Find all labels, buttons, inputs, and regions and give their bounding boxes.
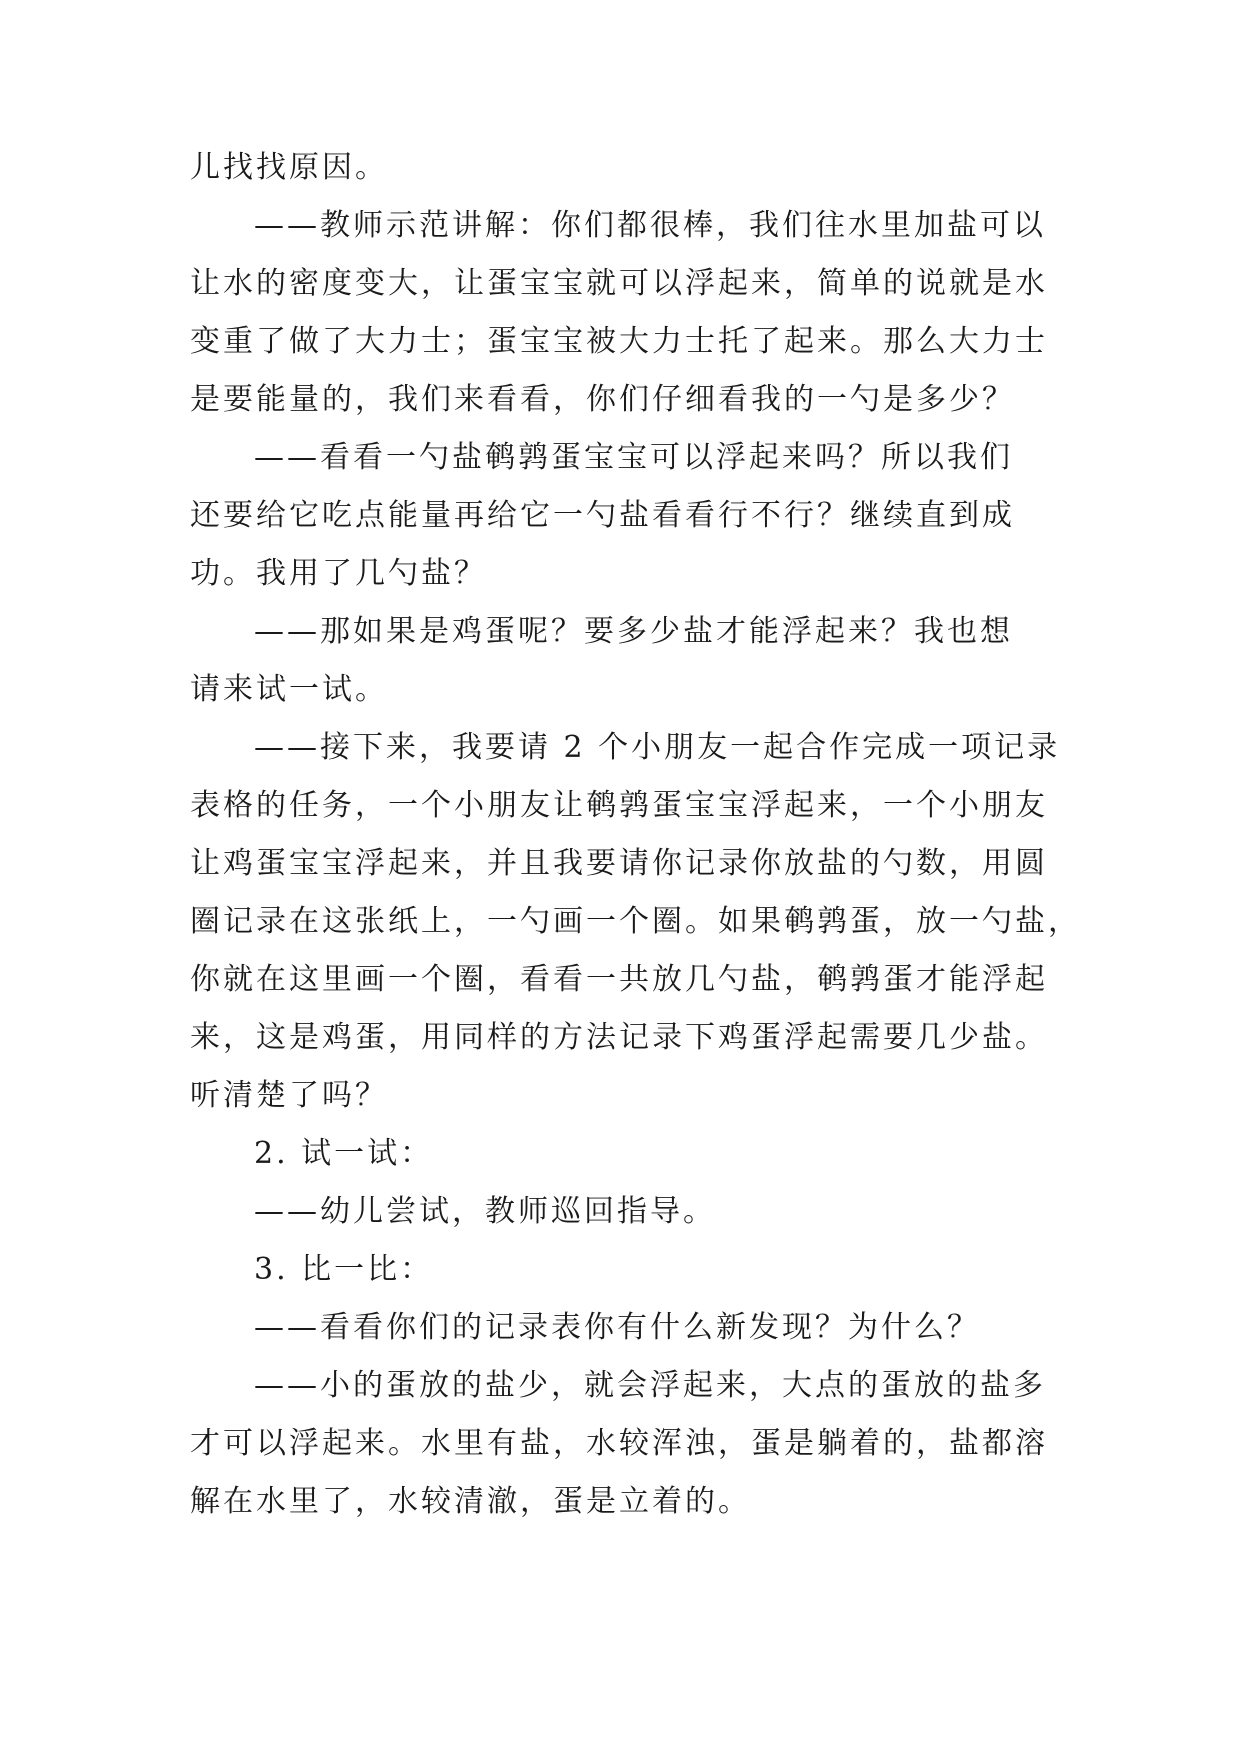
text-line: 是要能量的，我们来看看，你们仔细看我的一勺是多少？ — [190, 382, 1015, 417]
text-line: ——接下来，我要请 2 个小朋友一起合作完成一项记录 — [254, 730, 1061, 765]
text-line: 让水的密度变大，让蛋宝宝就可以浮起来，简单的说就是水 — [190, 266, 1048, 301]
text-line: 才可以浮起来。水里有盐，水较浑浊，蛋是躺着的，盐都溶 — [190, 1426, 1048, 1461]
list-heading: 2. 试一试： — [254, 1136, 434, 1171]
list-heading: 3. 比一比： — [254, 1252, 434, 1287]
text-line: 让鸡蛋宝宝浮起来，并且我要请你记录你放盐的勺数，用圆 — [190, 846, 1048, 881]
text-line: 变重了做了大力士；蛋宝宝被大力士托了起来。那么大力士 — [190, 324, 1048, 359]
text-line: 圈记录在这张纸上，一勺画一个圈。如果鹌鹑蛋，放一勺盐， — [190, 904, 1081, 939]
text-line: ——那如果是鸡蛋呢？要多少盐才能浮起来？我也想 — [254, 614, 1013, 649]
text-line: 功。我用了几勺盐？ — [190, 556, 487, 591]
text-line: ——看看你们的记录表你有什么新发现？为什么？ — [254, 1310, 980, 1345]
text-line: 儿找找原因。 — [190, 150, 388, 185]
text-line: 表格的任务，一个小朋友让鹌鹑蛋宝宝浮起来，一个小朋友 — [190, 788, 1048, 823]
text-line: 还要给它吃点能量再给它一勺盐看看行不行？继续直到成 — [190, 498, 1015, 533]
text-line: 你就在这里画一个圈，看看一共放几勺盐，鹌鹑蛋才能浮起 — [190, 962, 1048, 997]
text-line: ——看看一勺盐鹌鹑蛋宝宝可以浮起来吗？所以我们 — [254, 440, 1013, 475]
text-line: 来，这是鸡蛋，用同样的方法记录下鸡蛋浮起需要几少盐。 — [190, 1020, 1048, 1055]
text-line: ——幼儿尝试，教师巡回指导。 — [254, 1194, 716, 1229]
text-line: 解在水里了，水较清澈，蛋是立着的。 — [190, 1484, 751, 1519]
text-line: ——教师示范讲解：你们都很棒，我们往水里加盐可以 — [254, 208, 1046, 243]
text-line: 听清楚了吗？ — [190, 1078, 388, 1113]
text-line: 请来试一试。 — [190, 672, 388, 707]
text-line: ——小的蛋放的盐少，就会浮起来，大点的蛋放的盐多 — [254, 1368, 1046, 1403]
